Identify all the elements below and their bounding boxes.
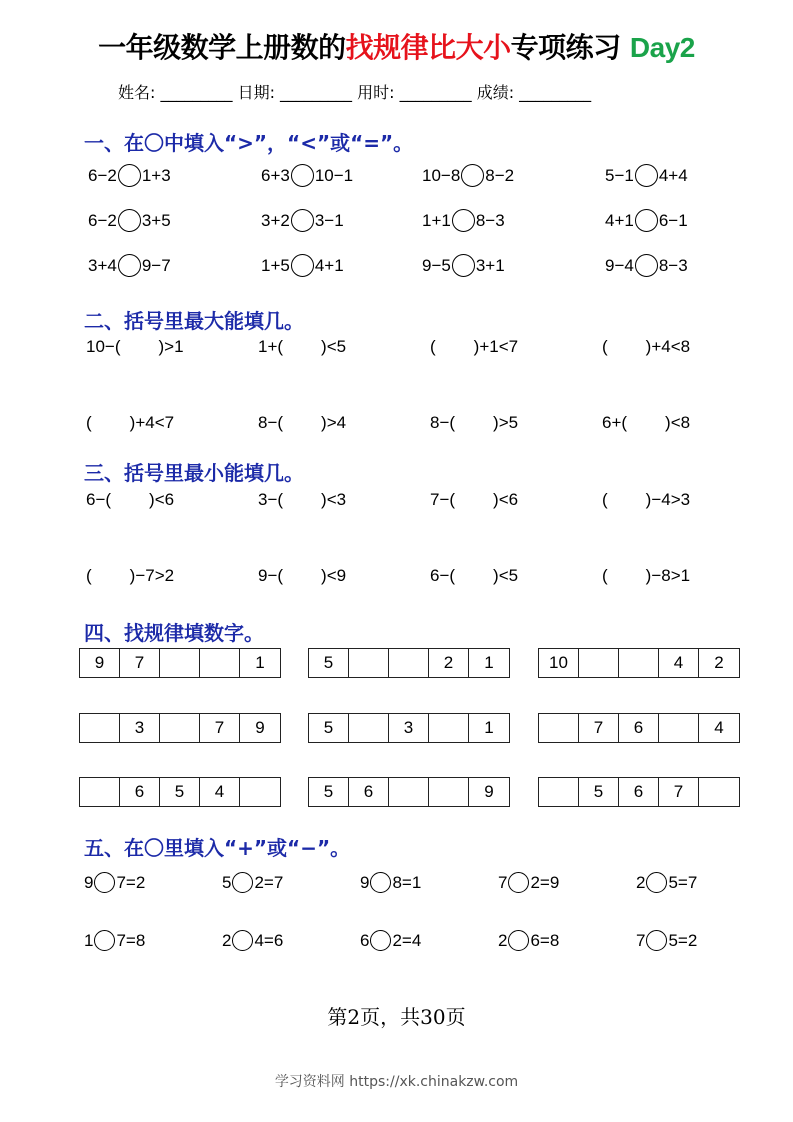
section-4-heading: 四、找规律填数字。: [84, 621, 264, 645]
pattern-cell: 3: [389, 714, 429, 742]
operator-item: [636, 930, 697, 951]
bracket-prefix: (: [602, 490, 608, 509]
pattern-blank-cell[interactable]: [699, 778, 739, 806]
answer-circle[interactable]: [635, 209, 658, 232]
pattern-blank-cell[interactable]: [240, 778, 280, 806]
compare-item: [422, 164, 514, 187]
bracket-prefix: (: [430, 337, 436, 356]
compare-left: 9−4: [605, 255, 634, 275]
answer-circle[interactable]: [635, 164, 658, 187]
compare-right: 9−7: [141, 255, 171, 275]
operator-item: [360, 930, 421, 951]
pattern-cell: 10: [539, 649, 579, 677]
operator-item: [498, 930, 559, 951]
section-1-heading: 一、在〇中填入“>”，“<”或“=”。: [84, 131, 414, 155]
operand-left: 5: [222, 872, 232, 892]
bracket-prefix: 10−(: [86, 337, 121, 356]
operator-circle[interactable]: [232, 872, 253, 893]
operator-item: [222, 930, 283, 951]
equation-rest: 5=7: [668, 872, 698, 892]
compare-right: 3+5: [141, 210, 171, 230]
compare-left: 1+1: [422, 210, 451, 230]
answer-circle[interactable]: [291, 164, 314, 187]
pattern-blank-cell[interactable]: [539, 714, 579, 742]
title-part3: 专项练习: [510, 31, 630, 64]
operator-circle[interactable]: [94, 872, 115, 893]
compare-left: 9−5: [422, 255, 451, 275]
bracket-prefix: (: [602, 566, 608, 585]
bracket-item: [86, 490, 174, 510]
answer-circle[interactable]: [118, 164, 141, 187]
bracket-suffix: )−7>2: [129, 566, 175, 585]
pattern-sequence: [308, 713, 510, 743]
bracket-suffix: )<3: [321, 490, 347, 509]
operator-item: [222, 872, 283, 893]
pattern-sequence: [308, 777, 510, 807]
compare-right: 4+1: [314, 255, 344, 275]
compare-left: 6−2: [88, 165, 117, 185]
bracket-prefix: 7−(: [430, 490, 456, 509]
compare-item: [605, 254, 688, 277]
compare-left: 4+1: [605, 210, 634, 230]
operator-item: [84, 930, 145, 951]
bracket-item: [86, 566, 174, 586]
pattern-cell: 7: [200, 714, 240, 742]
compare-right: 6−1: [658, 210, 688, 230]
operator-circle[interactable]: [370, 930, 391, 951]
compare-right: 4+4: [658, 165, 688, 185]
pattern-blank-cell[interactable]: [80, 778, 120, 806]
equation-rest: 5=2: [668, 930, 698, 950]
equation-rest: 7=2: [116, 872, 146, 892]
bracket-suffix: )>1: [158, 337, 184, 356]
pattern-cell: 1: [255, 653, 265, 672]
bracket-item: [86, 413, 174, 433]
equation-rest: 2=4: [392, 930, 422, 950]
pattern-cell: 4: [714, 718, 724, 737]
bracket-suffix: )>5: [493, 413, 519, 432]
bracket-suffix: )<6: [149, 490, 175, 509]
operator-item: [636, 872, 697, 893]
compare-left: 3+2: [261, 210, 290, 230]
pattern-cell: 7: [659, 778, 699, 806]
bracket-suffix: )>4: [321, 413, 347, 432]
pattern-cell: 4: [659, 649, 699, 677]
pattern-sequence: [308, 648, 510, 678]
bracket-suffix: )<8: [665, 413, 691, 432]
page-number: 第2页，共30页: [327, 1005, 466, 1029]
bracket-suffix: )<6: [493, 490, 519, 509]
pattern-cell: 5: [309, 714, 349, 742]
bracket-prefix: 3−(: [258, 490, 284, 509]
title-part1: 一年级数学上册数的: [98, 31, 346, 64]
compare-item: [88, 209, 171, 232]
pattern-sequence: [79, 713, 281, 743]
operand-left: 9: [360, 872, 370, 892]
pattern-cell: 2: [714, 653, 724, 672]
pattern-blank-cell[interactable]: [349, 649, 389, 677]
section-2-heading: 二、括号里最大能填几。: [84, 309, 304, 333]
bracket-suffix: )+4<7: [129, 413, 175, 432]
answer-circle[interactable]: [452, 209, 475, 232]
operator-item: [360, 872, 421, 893]
operator-circle[interactable]: [508, 930, 529, 951]
pattern-blank-cell[interactable]: [659, 714, 699, 742]
pattern-blank-cell[interactable]: [160, 714, 200, 742]
footer-watermark: 学习资料网 https://xk.chinakzw.com: [274, 1074, 519, 1090]
pattern-cell: 5: [160, 778, 200, 806]
operator-circle[interactable]: [232, 930, 253, 951]
compare-left: 6−2: [88, 210, 117, 230]
bracket-prefix: 6+(: [602, 413, 628, 432]
pattern-cell: 2: [429, 649, 469, 677]
answer-circle[interactable]: [461, 164, 484, 187]
operator-item: [498, 872, 559, 893]
bracket-prefix: (: [86, 413, 92, 432]
compare-item: [88, 164, 171, 187]
pattern-cell: 6: [349, 778, 389, 806]
pattern-cell: 6: [619, 778, 659, 806]
bracket-suffix: )+1<7: [473, 337, 519, 356]
bracket-item: [86, 337, 184, 357]
pattern-sequence: [79, 777, 281, 807]
bracket-prefix: 8−(: [258, 413, 284, 432]
bracket-suffix: )<5: [321, 337, 347, 356]
pattern-blank-cell[interactable]: [80, 714, 120, 742]
operand-left: 7: [498, 872, 508, 892]
bracket-prefix: (: [602, 337, 608, 356]
equation-rest: 2=9: [530, 872, 560, 892]
pattern-cell: 1: [484, 718, 494, 737]
operand-left: 7: [636, 930, 646, 950]
pattern-cell: 1: [484, 653, 494, 672]
pattern-cell: 9: [484, 782, 494, 801]
pattern-blank-cell[interactable]: [429, 714, 469, 742]
operator-circle[interactable]: [94, 930, 115, 951]
equation-rest: 8=1: [392, 872, 422, 892]
pattern-blank-cell[interactable]: [200, 649, 240, 677]
compare-left: 1+5: [261, 255, 290, 275]
operator-item: [84, 872, 145, 893]
pattern-blank-cell[interactable]: [389, 778, 429, 806]
bracket-item: [430, 566, 518, 586]
compare-item: [422, 254, 505, 277]
pattern-blank-cell[interactable]: [539, 778, 579, 806]
pattern-cell: 6: [120, 778, 160, 806]
bracket-prefix: 1+(: [258, 337, 284, 356]
pattern-sequence: [538, 713, 740, 743]
bracket-prefix: 8−(: [430, 413, 456, 432]
pattern-cell: 7: [579, 714, 619, 742]
compare-item: [422, 209, 505, 232]
operand-left: 2: [222, 930, 232, 950]
compare-item: [605, 164, 688, 187]
pattern-cell: 7: [120, 649, 160, 677]
bracket-suffix: )<5: [493, 566, 519, 585]
pattern-cell: 5: [309, 778, 349, 806]
operand-left: 2: [498, 930, 508, 950]
operand-left: 1: [84, 930, 94, 950]
bracket-suffix: )<9: [321, 566, 347, 585]
equation-rest: 4=6: [254, 930, 284, 950]
answer-circle[interactable]: [118, 209, 141, 232]
bracket-item: [602, 490, 690, 510]
compare-left: 5−1: [605, 165, 634, 185]
bracket-prefix: 6−(: [430, 566, 456, 585]
compare-right: 8−3: [658, 255, 688, 275]
pattern-cell: 9: [80, 649, 120, 677]
operator-circle[interactable]: [646, 872, 667, 893]
pattern-sequence: [79, 648, 281, 678]
bracket-prefix: 6−(: [86, 490, 112, 509]
compare-right: 8−2: [485, 165, 515, 185]
compare-left: 3+4: [88, 255, 117, 275]
pattern-cell: 4: [200, 778, 240, 806]
bracket-item: [430, 337, 518, 357]
pattern-blank-cell[interactable]: [389, 649, 429, 677]
title-highlight: 找规律比大小: [345, 31, 511, 64]
equation-rest: 7=8: [116, 930, 146, 950]
compare-right: 3+1: [475, 255, 505, 275]
pattern-sequence: [538, 648, 740, 678]
pattern-blank-cell[interactable]: [349, 714, 389, 742]
answer-circle[interactable]: [452, 254, 475, 277]
bracket-item: [258, 413, 346, 433]
bracket-item: [430, 490, 518, 510]
equation-rest: 2=7: [254, 872, 284, 892]
answer-circle[interactable]: [291, 209, 314, 232]
pattern-blank-cell[interactable]: [429, 778, 469, 806]
bracket-prefix: 9−(: [258, 566, 284, 585]
pattern-cell: 3: [120, 714, 160, 742]
bracket-item: [258, 337, 346, 357]
equation-rest: 6=8: [530, 930, 560, 950]
pattern-blank-cell[interactable]: [619, 649, 659, 677]
bracket-item: [602, 337, 690, 357]
compare-item: [88, 254, 171, 277]
pattern-blank-cell[interactable]: [579, 649, 619, 677]
bracket-item: [602, 566, 690, 586]
compare-item: [261, 164, 353, 187]
answer-circle[interactable]: [291, 254, 314, 277]
bracket-item: [430, 413, 518, 433]
student-info-line: 姓名: _________ 日期: _________ 用时: _________ 成绩: _________: [118, 83, 592, 102]
bracket-suffix: )−4>3: [645, 490, 691, 509]
bracket-suffix: )+4<8: [645, 337, 691, 356]
section-3-heading: 三、括号里最小能填几。: [84, 461, 304, 485]
compare-left: 10−8: [422, 165, 461, 185]
answer-circle[interactable]: [635, 254, 658, 277]
operator-circle[interactable]: [508, 872, 529, 893]
operator-circle[interactable]: [370, 872, 391, 893]
bracket-suffix: )−8>1: [645, 566, 691, 585]
compare-item: [605, 209, 688, 232]
pattern-cell: 6: [619, 714, 659, 742]
compare-item: [261, 254, 344, 277]
pattern-sequence: [538, 777, 740, 807]
compare-right: 8−3: [475, 210, 505, 230]
operand-left: 6: [360, 930, 370, 950]
compare-right: 3−1: [314, 210, 344, 230]
compare-right: 10−1: [314, 165, 354, 185]
operand-left: 2: [636, 872, 646, 892]
title-day: Day2: [629, 32, 695, 63]
compare-item: [261, 209, 344, 232]
pattern-cell: 5: [579, 778, 619, 806]
pattern-cell: 5: [309, 649, 349, 677]
bracket-item: [258, 490, 346, 510]
page-title: [0, 26, 793, 66]
compare-left: 6+3: [261, 165, 290, 185]
pattern-blank-cell[interactable]: [160, 649, 200, 677]
compare-right: 1+3: [141, 165, 171, 185]
answer-circle[interactable]: [118, 254, 141, 277]
operand-left: 9: [84, 872, 94, 892]
pattern-cell: 9: [255, 718, 265, 737]
operator-circle[interactable]: [646, 930, 667, 951]
bracket-prefix: (: [86, 566, 92, 585]
bracket-item: [602, 413, 690, 433]
bracket-item: [258, 566, 346, 586]
section-5-heading: 五、在〇里填入“+”或“−”。: [84, 836, 351, 860]
